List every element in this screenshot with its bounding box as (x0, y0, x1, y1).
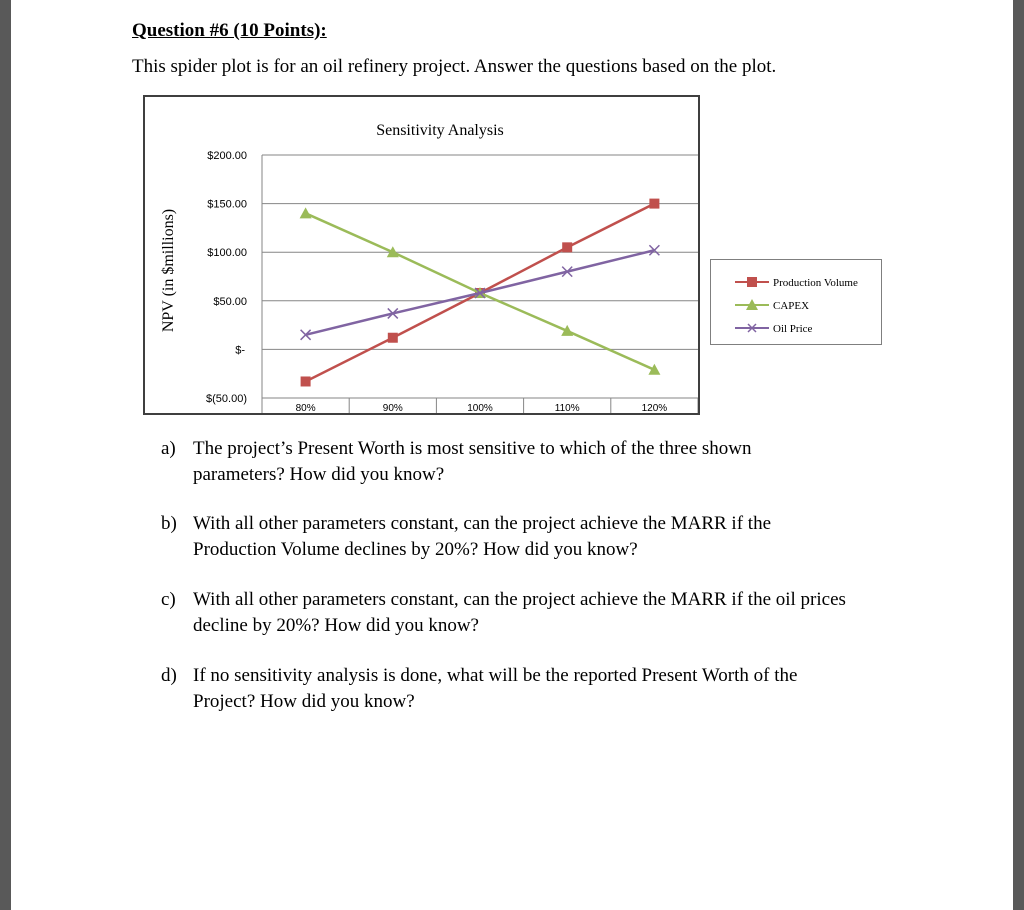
question-line: If no sensitivity analysis is done, what will be the reported Present Worth of the (193, 665, 798, 686)
question-letter: a) (161, 438, 176, 459)
question-line: Production Volume declines by 20%? How did you know? (193, 539, 638, 560)
legend-label: Production Volume (773, 277, 858, 289)
x-tick-label: 100% (467, 403, 493, 413)
x-tick-label: 110% (554, 403, 580, 413)
question-text (193, 436, 913, 488)
chart-frame (143, 95, 700, 415)
point-capex (300, 207, 312, 218)
document-page (11, 0, 1013, 910)
question-text (193, 587, 913, 639)
legend-square-marker-icon (735, 274, 769, 294)
question-line: With all other parameters constant, can the project achieve the MARR if the oil prices (193, 589, 846, 610)
point-production-volume (388, 333, 398, 343)
question-line: decline by 20%? How did you know? (193, 615, 479, 636)
y-tick-label: $200.00 (207, 150, 247, 162)
question-letter: c) (161, 589, 176, 610)
x-tick-label: 80% (295, 403, 316, 413)
y-axis-label: NPV (in $millions) (160, 208, 177, 333)
y-tick-label: $- (235, 344, 245, 357)
x-tick-label: 120% (641, 403, 668, 413)
point-production-volume (562, 242, 572, 252)
question-line: The project’s Present Worth is most sensitive to which of the three shown (193, 438, 752, 459)
point-production-volume (649, 199, 659, 209)
question-letter: d) (161, 665, 177, 686)
x-tick-label: 90% (382, 403, 403, 413)
y-tick-label: $(50.00) (206, 393, 247, 405)
question-heading: Question #6 (10 Points): (132, 20, 327, 41)
sensitivity-chart (145, 97, 698, 413)
chart-legend (710, 259, 882, 345)
legend-triangle-marker-icon (735, 297, 769, 317)
question-intro: This spider plot is for an oil refinery project. Answer the questions based on the plot. (132, 56, 777, 77)
question-line: parameters? How did you know? (193, 464, 445, 485)
question-text (193, 511, 913, 563)
question-letter: b) (161, 513, 177, 534)
point-capex (648, 364, 660, 375)
question-line: Project? How did you know? (193, 691, 415, 712)
y-tick-label: $150.00 (207, 198, 247, 211)
y-tick-label: $100.00 (207, 247, 247, 260)
legend-label: CAPEX (773, 300, 810, 312)
y-tick-label: $50.00 (213, 295, 247, 308)
question-line: With all other parameters constant, can the project achieve the MARR if the (193, 513, 771, 534)
chart-title: Sensitivity Analysis (376, 122, 504, 139)
legend-label: Oil Price (773, 323, 813, 335)
legend-x-marker-icon (735, 320, 769, 340)
point-production-volume (301, 376, 311, 386)
question-text (193, 663, 913, 715)
